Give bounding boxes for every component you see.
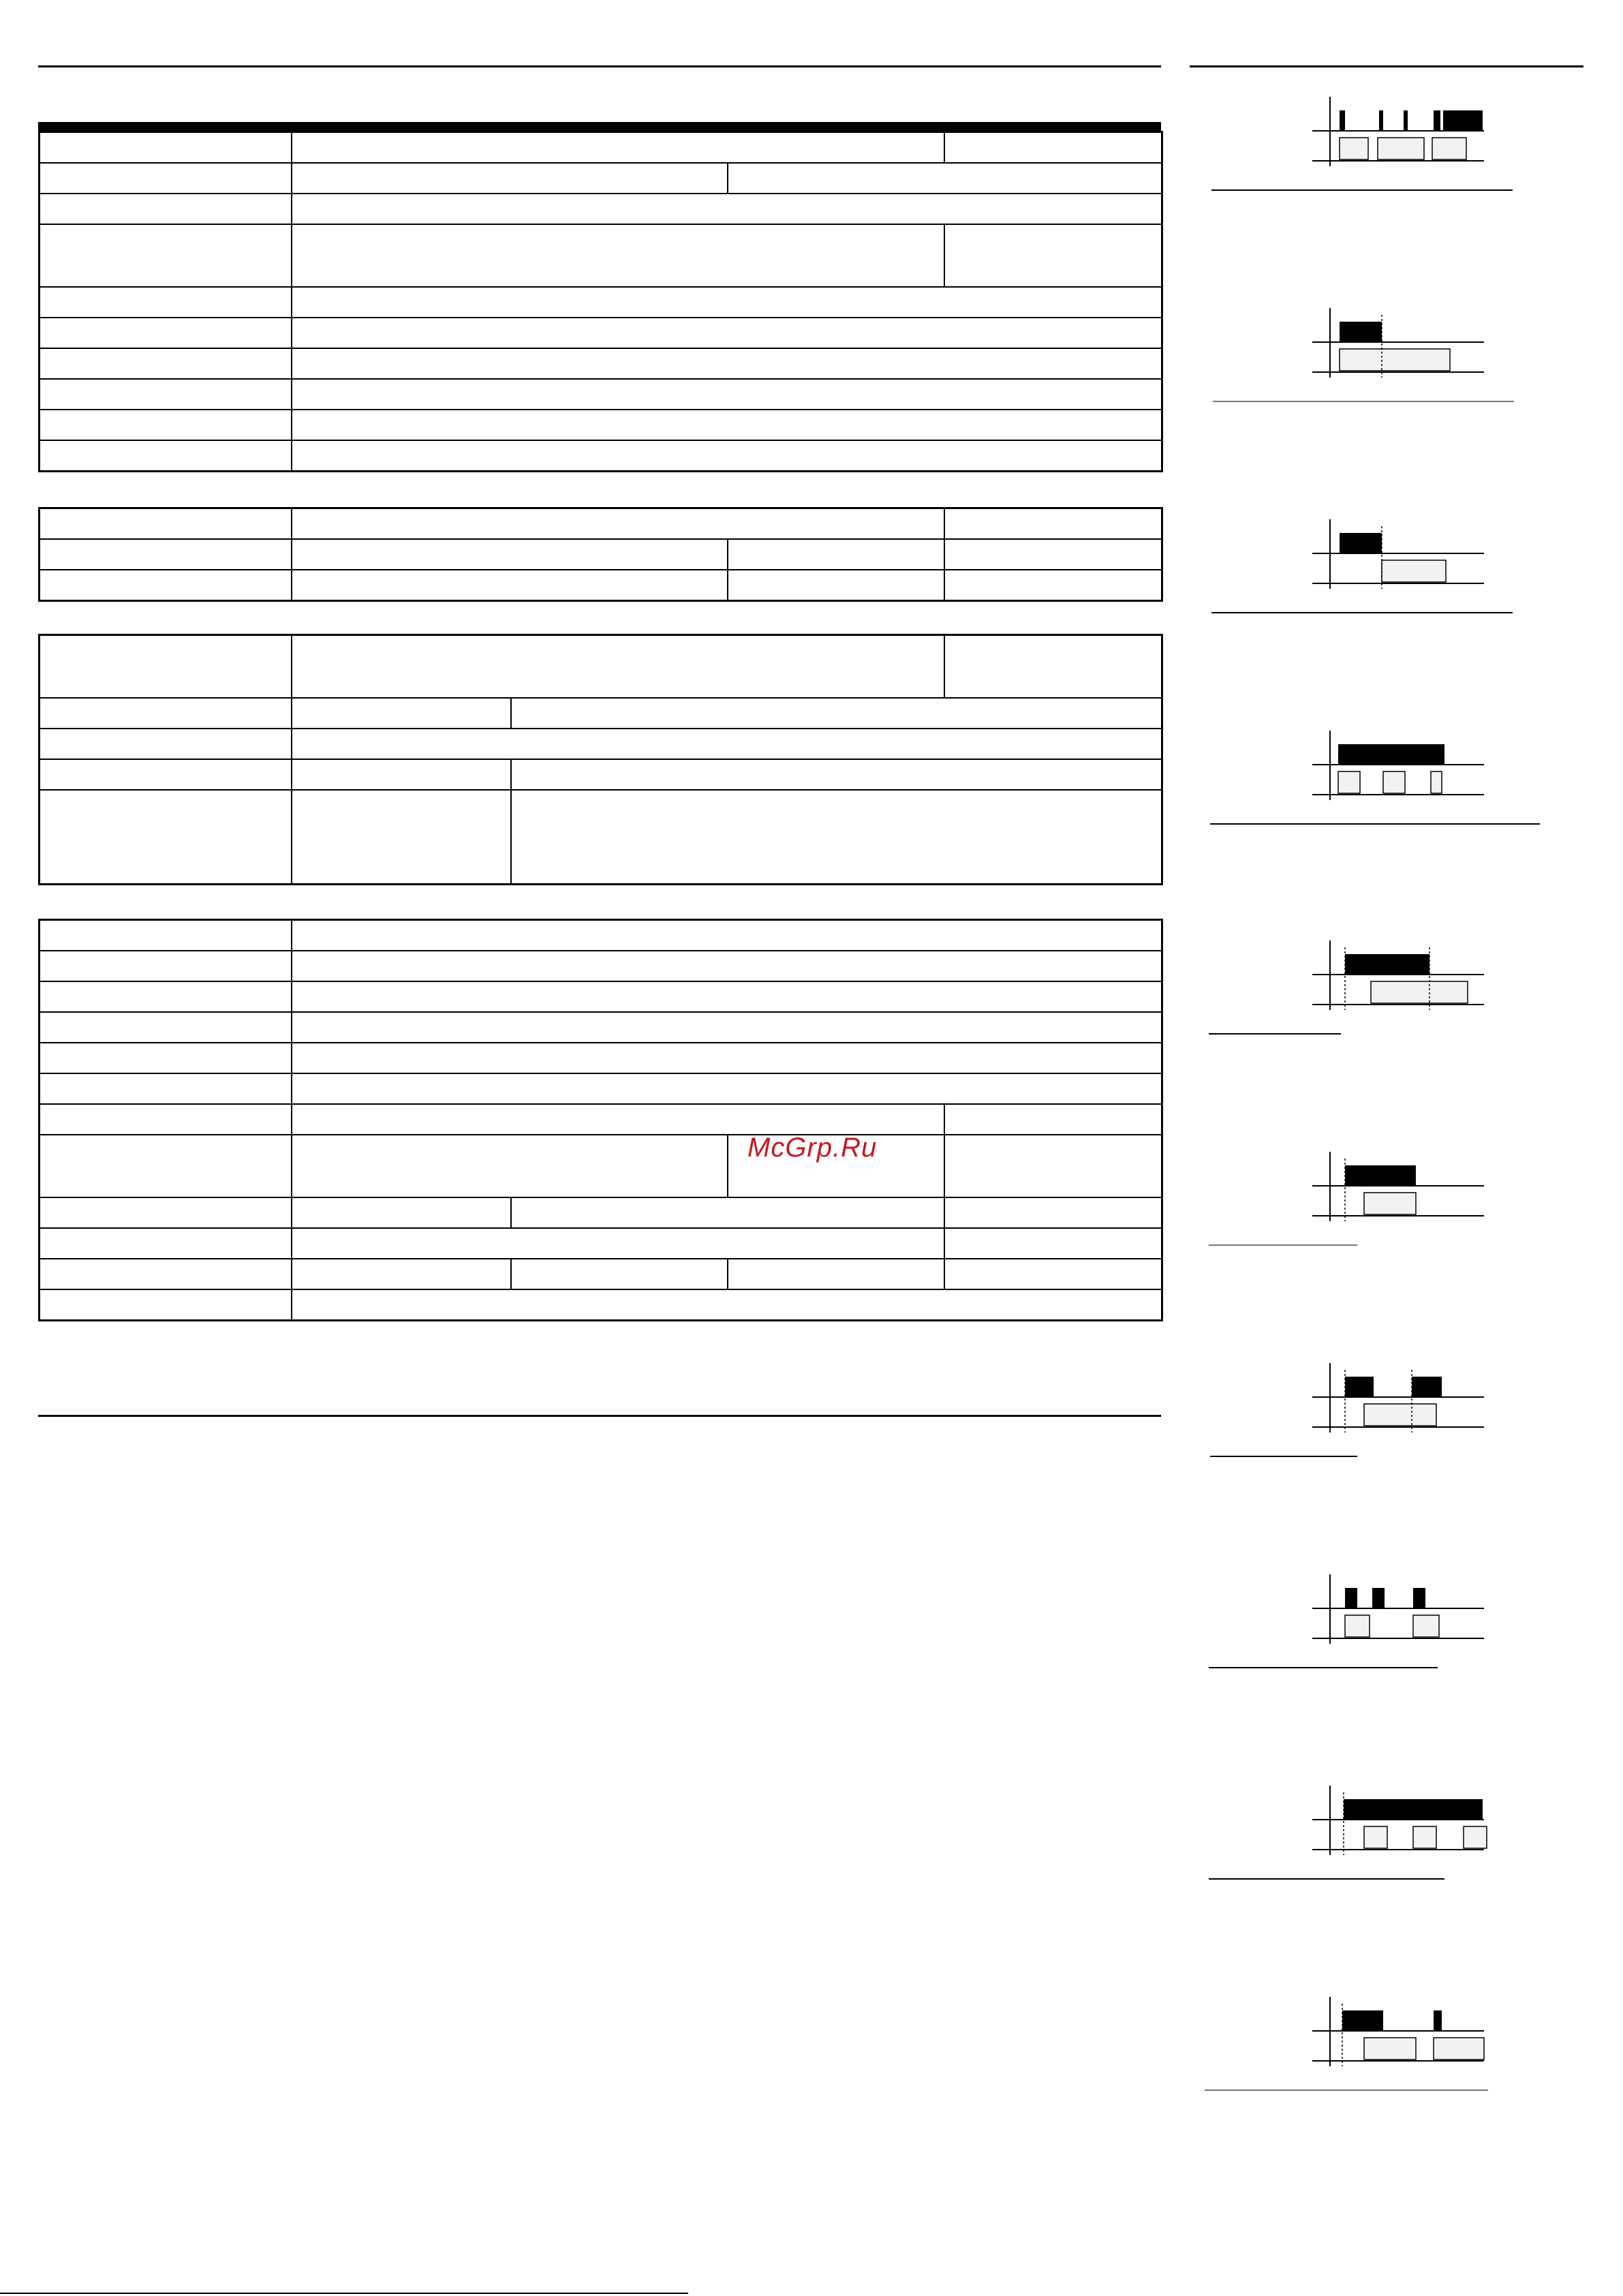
diagram-caption-rule: [1210, 823, 1540, 825]
output-pulse: [1345, 1165, 1416, 1186]
row-label-cell: [40, 1135, 292, 1197]
header-rule-left: [38, 65, 1161, 67]
table-row: [40, 539, 1162, 570]
value-cell: [292, 132, 944, 164]
table-row: [40, 570, 1162, 601]
table-header-bar: [38, 122, 1161, 131]
diagram-caption-rule: [1209, 1033, 1341, 1035]
value-cell: [944, 508, 1162, 540]
row-label-cell: [40, 920, 292, 951]
output-pulse: [1443, 110, 1483, 131]
row-label-cell: [40, 1289, 292, 1321]
row-label-cell: [40, 951, 292, 981]
table-row: [40, 951, 1162, 981]
output-pulse: [1344, 1799, 1483, 1820]
spec-table-4: [38, 919, 1163, 1321]
output-pulse: [1413, 1588, 1425, 1608]
row-label-cell: [40, 379, 292, 410]
input-pulse: [1364, 1404, 1436, 1426]
timing-diagram: [1308, 95, 1492, 170]
input-pulse: [1364, 1193, 1416, 1214]
input-pulse: [1383, 771, 1405, 793]
table-row: [40, 698, 1162, 729]
row-label-cell: [40, 348, 292, 379]
value-cell: [944, 1197, 1162, 1228]
row-label-cell: [40, 570, 292, 601]
input-pulse: [1413, 1826, 1436, 1848]
spec-table-2: [38, 507, 1163, 602]
value-cell: [292, 729, 1162, 759]
output-pulse: [1434, 2010, 1442, 2031]
table-row: [40, 1135, 1162, 1197]
row-label-cell: [40, 729, 292, 759]
timing-diagram: [1308, 729, 1492, 804]
row-label-cell: [40, 1043, 292, 1073]
output-pulse: [1404, 110, 1408, 131]
output-pulse: [1345, 1377, 1374, 1397]
table-row: [40, 508, 1162, 540]
row-label-cell: [40, 1104, 292, 1135]
timing-diagram: [1308, 307, 1492, 382]
timing-diagram: [1308, 1573, 1492, 1648]
table-row: [40, 194, 1162, 224]
table-row: [40, 920, 1162, 951]
value-cell: [511, 790, 1162, 885]
table-row: [40, 1259, 1162, 1289]
table-row: [40, 1228, 1162, 1259]
header-rule-right: [1190, 65, 1583, 67]
diagram-caption-rule: [1211, 189, 1513, 191]
value-cell: [292, 379, 1162, 410]
input-pulse: [1338, 771, 1360, 793]
row-label-cell: [40, 759, 292, 790]
row-label-cell: [40, 698, 292, 729]
value-cell: [292, 920, 1162, 951]
value-cell: [944, 570, 1162, 601]
output-pulse: [1340, 533, 1382, 553]
value-cell: [944, 1104, 1162, 1135]
table-row: [40, 287, 1162, 318]
value-cell: [944, 132, 1162, 164]
value-cell: [944, 1228, 1162, 1259]
value-cell: [944, 224, 1162, 287]
output-pulse: [1342, 2010, 1383, 2031]
output-pulse: [1412, 1377, 1442, 1397]
table-row: [40, 1012, 1162, 1043]
value-cell: [944, 1135, 1162, 1197]
timing-diagram: [1308, 1362, 1492, 1437]
input-pulse: [1345, 1615, 1370, 1637]
output-pulse: [1372, 1588, 1385, 1608]
row-label-cell: [40, 539, 292, 570]
row-label-cell: [40, 318, 292, 348]
value-cell: [292, 1197, 511, 1228]
value-cell: [292, 1043, 1162, 1073]
row-label-cell: [40, 132, 292, 164]
value-cell: [292, 163, 728, 194]
table-row: [40, 1043, 1162, 1073]
value-cell: [944, 539, 1162, 570]
value-cell: [292, 635, 944, 699]
input-pulse: [1432, 138, 1466, 159]
value-cell: [292, 1073, 1162, 1104]
input-pulse: [1340, 138, 1368, 159]
value-cell: [292, 224, 944, 287]
diagram-caption-rule: [1211, 612, 1513, 613]
value-cell: [511, 1259, 728, 1289]
output-pulse: [1434, 110, 1440, 131]
value-cell: [292, 348, 1162, 379]
row-label-cell: [40, 440, 292, 472]
value-cell: [292, 1104, 944, 1135]
output-pulse: [1379, 110, 1383, 131]
value-cell: [944, 635, 1162, 699]
section-rule: [38, 1415, 1161, 1417]
input-pulse: [1464, 1826, 1487, 1848]
input-pulse: [1371, 981, 1468, 1003]
output-pulse: [1345, 954, 1429, 975]
spec-table-1: [38, 131, 1163, 472]
value-cell: [292, 508, 944, 540]
value-cell: [292, 1259, 511, 1289]
value-cell: [292, 570, 728, 601]
value-cell: [292, 1135, 728, 1197]
diagram-caption-rule: [1209, 1244, 1357, 1246]
value-cell: [292, 759, 511, 790]
table-row: [40, 1289, 1162, 1321]
value-cell: [728, 539, 944, 570]
output-pulse: [1345, 1588, 1357, 1608]
value-cell: [511, 1197, 944, 1228]
value-cell: [292, 539, 728, 570]
table-row: [40, 348, 1162, 379]
output-pulse: [1338, 744, 1444, 765]
value-cell: [292, 790, 511, 885]
value-cell: [292, 951, 1162, 981]
value-cell: [292, 1012, 1162, 1043]
row-label-cell: [40, 790, 292, 885]
table-row: [40, 1104, 1162, 1135]
input-pulse: [1364, 2038, 1416, 2060]
diagram-caption-rule: [1210, 1456, 1357, 1457]
row-label-cell: [40, 287, 292, 318]
row-label-cell: [40, 194, 292, 224]
value-cell: [292, 194, 1162, 224]
table-row: [40, 981, 1162, 1012]
input-pulse: [1340, 349, 1450, 371]
row-label-cell: [40, 1073, 292, 1104]
table-row: [40, 759, 1162, 790]
value-cell: [292, 1289, 1162, 1321]
input-pulse: [1434, 2038, 1484, 2060]
row-label-cell: [40, 1197, 292, 1228]
diagram-caption-rule: [1213, 401, 1514, 402]
row-label-cell: [40, 1228, 292, 1259]
row-label-cell: [40, 1259, 292, 1289]
diagram-caption-rule: [1209, 1667, 1438, 1668]
table-row: [40, 132, 1162, 164]
table-row: [40, 729, 1162, 759]
diagram-caption-rule: [1205, 2090, 1488, 2091]
row-label-cell: [40, 410, 292, 440]
row-label-cell: [40, 981, 292, 1012]
value-cell: [292, 440, 1162, 472]
row-label-cell: [40, 635, 292, 699]
value-cell: [292, 698, 511, 729]
row-label-cell: [40, 1012, 292, 1043]
table-row: [40, 163, 1162, 194]
table-row: [40, 440, 1162, 472]
table-row: [40, 318, 1162, 348]
watermark: McGrp.Ru: [747, 1133, 878, 1163]
value-cell: [944, 1259, 1162, 1289]
input-pulse: [1431, 771, 1442, 793]
output-pulse: [1340, 110, 1345, 131]
row-label-cell: [40, 508, 292, 540]
table-row: [40, 1197, 1162, 1228]
table-row: [40, 410, 1162, 440]
row-label-cell: [40, 163, 292, 194]
input-pulse: [1378, 138, 1424, 159]
spec-table-3: [38, 634, 1163, 885]
table-row: [40, 224, 1162, 287]
timing-diagram: [1308, 939, 1492, 1014]
table-row: [40, 1073, 1162, 1104]
footer-rule: [0, 2293, 688, 2294]
value-cell: [292, 410, 1162, 440]
value-cell: [511, 759, 1162, 790]
table-row: [40, 790, 1162, 885]
table-row: [40, 635, 1162, 699]
table-row: [40, 379, 1162, 410]
value-cell: [728, 163, 1162, 194]
value-cell: [728, 1259, 944, 1289]
timing-diagram: [1308, 1995, 1492, 2070]
value-cell: [511, 698, 1162, 729]
input-pulse: [1382, 560, 1446, 582]
value-cell: [292, 981, 1162, 1012]
input-pulse: [1364, 1826, 1387, 1848]
value-cell: [292, 287, 1162, 318]
value-cell: [728, 570, 944, 601]
diagram-caption-rule: [1209, 1878, 1444, 1880]
value-cell: [292, 318, 1162, 348]
timing-diagram: [1308, 1150, 1492, 1225]
timing-diagram: [1308, 518, 1492, 593]
output-pulse: [1340, 322, 1382, 342]
input-pulse: [1413, 1615, 1439, 1637]
value-cell: [292, 1228, 944, 1259]
timing-diagram: [1308, 1784, 1492, 1859]
row-label-cell: [40, 224, 292, 287]
